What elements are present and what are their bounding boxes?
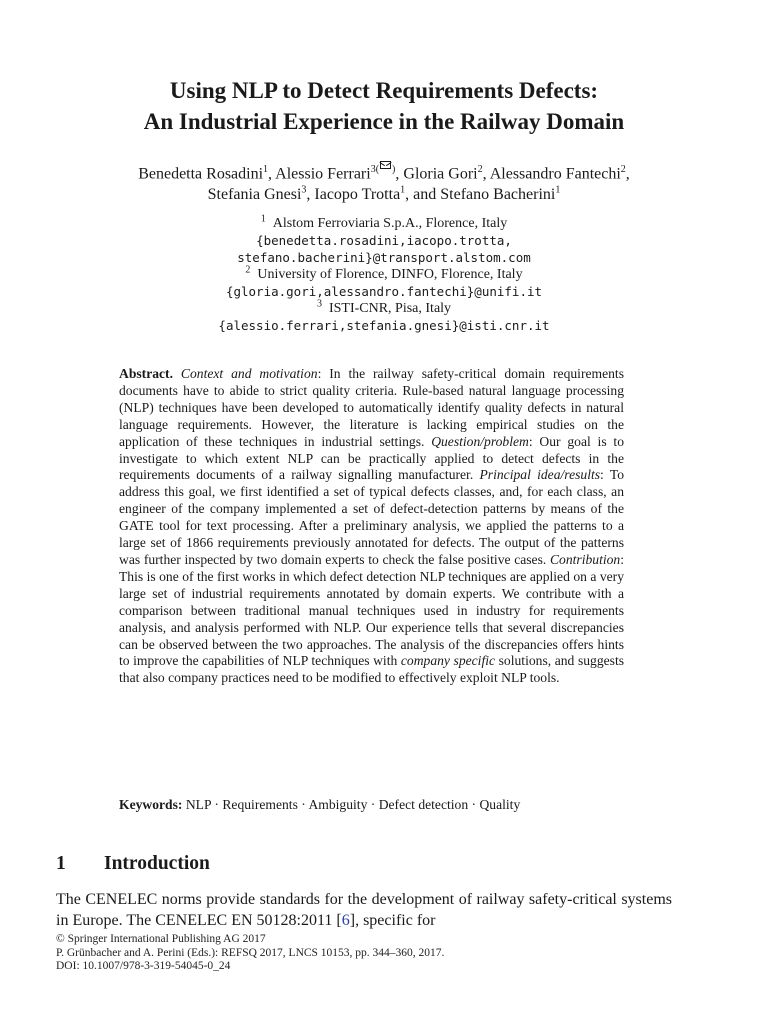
author-affiliation-mark: 1: [555, 185, 561, 196]
intro-paragraph: [56, 889, 672, 931]
editors-line: P. Grünbacher and A. Perini (Eds.): REFSQ 2017, LNCS 10153, pp. 344–360, 2017.: [56, 946, 445, 959]
paper-title: [0, 75, 768, 137]
author-line-2: [0, 184, 768, 205]
author-name: Benedetta Rosadini: [138, 165, 264, 183]
abstract-emphasis: company specific: [400, 653, 496, 669]
author-name: Gloria Gori: [403, 165, 478, 183]
keyword: NLP: [185, 797, 212, 812]
title-line-2: An Industrial Experience in the Railway Domain: [143, 109, 625, 134]
copyright-line: © Springer International Publishing AG 2017: [56, 933, 266, 945]
author-affiliation-mark: 1: [400, 185, 406, 196]
affiliation-name: $^2$ University of Florence, DINFO, Florence, Italy: [245, 264, 523, 282]
abstract-heading: Context and motivation: [180, 366, 318, 381]
affiliation-email[interactable]: stefano.bacherini}@transport.alstom.com: [237, 250, 531, 265]
author-list: [0, 161, 768, 205]
affiliation-email[interactable]: {gloria.gori,alessandro.fantechi}@unifi.it: [225, 284, 543, 299]
author-name: Iacopo Trotta: [314, 186, 401, 204]
intro-text: ], specific for: [349, 912, 436, 929]
section-number: 1: [56, 853, 66, 874]
author-separator: , and: [405, 186, 441, 204]
affiliation-name: $^3$ ISTI-CNR, Pisa, Italy: [316, 298, 452, 316]
author-affiliation-mark: 2: [620, 164, 626, 175]
abstract-heading: Question/problem: [431, 433, 529, 449]
abstract-label: Abstract.: [119, 366, 173, 381]
keyword: Ambiguity: [308, 797, 368, 812]
abstract-text: : In the railway safety-critical domain requirements documents have to abide to strict quality criteria. Rule-based natural language processing (NLP) techniques have been developed to automatically identify quality defects in natural language requirements. However, the literature is lacking empirical studies on the application of these techniques in industrial settings.: [119, 366, 624, 449]
abstract-heading: Contribution: [549, 551, 621, 567]
author-affiliation-mark: 1: [263, 164, 269, 175]
author-name: Alessandro Fantechi: [489, 165, 621, 183]
intro-text: The CENELEC norms provide standards for the development of railway safety-critical systems in Europe. The CENELEC EN 50128:2011 [: [56, 891, 672, 929]
author-affiliation-mark: 3: [301, 185, 307, 196]
keywords-label: Keywords:: [119, 797, 183, 812]
abstract-text: solutions, and suggests that also company practices need to be modified to effectively exploit NLP tools.: [119, 653, 625, 686]
keyword: Requirements: [222, 797, 298, 812]
affiliation-email[interactable]: {alessio.ferrari,stefania.gnesi}@isti.cnr.it: [218, 318, 550, 333]
citation-link[interactable]: 6: [341, 912, 350, 929]
abstract-text: : This is one of the first works in which defect detection NLP techniques are applied on a very large set of industrial requirements annotated by domain experts. We contribute with a comparison between traditional manual techniques used in industry for requirements analysis, and analysis performed with NLP. Our experience tells that several discrepancies can be observed between the two approaches. The analysis of the discrepancies offers hints to improve the capabilities of NLP techniques with: [119, 551, 624, 669]
abstract-text: : Our goal is to investigate to which extent NLP can be practically applied to detect defects in the requirements documents of a railway signalling manufacturer.: [119, 433, 624, 483]
publication-footer: [56, 933, 716, 974]
author-affiliation-mark: 2: [477, 164, 483, 175]
section-title: Introduction: [104, 853, 210, 874]
affiliation-list: [0, 215, 768, 334]
author-separator: ,: [395, 165, 404, 183]
affiliation-name: $^1$ Alstom Ferroviaria S.p.A., Florence, Italy: [260, 213, 508, 231]
author-name: Stefania Gnesi: [207, 186, 302, 204]
keyword: Defect detection: [378, 797, 469, 812]
author-affiliation-mark: 3( ): [371, 164, 396, 175]
abstract-text: : To address this goal, we first identified a set of typical defects classes, and, for each class, an engineer of the company implemented a set of defect-detection patterns by means of the GATE tool for text processing. After a preliminary analysis, we applied the patterns to a large set of 1866 requirements previously annotated for defects. The output of the patterns was further inspected by two domain experts to check the false positive cases.: [119, 467, 624, 567]
author-name: Stefano Bacherini: [440, 186, 556, 204]
keywords: Keywords: NLP · Requirements · Ambiguity · Defect detection · Quality: [119, 797, 521, 812]
section-heading: [56, 853, 716, 875]
envelope-icon: [380, 161, 391, 169]
abstract-heading: Principal idea/results: [479, 467, 601, 483]
author-line-1: Benedetta Rosadini$^1$, Alessio Ferrari$^{3( )}$, Gloria Gori$^2$, Alessandro Fantechi$^2$,: [0, 161, 768, 184]
title-line-1: Using NLP to Detect Requirements Defects:: [169, 78, 599, 103]
author-separator: ,: [482, 165, 490, 183]
keyword: Quality: [479, 797, 521, 812]
doi-line: DOI: 10.1007/978-3-319-54045-0_24: [56, 960, 231, 972]
author-separator: ,: [268, 165, 276, 183]
author-separator: ,: [306, 186, 315, 204]
abstract: [119, 366, 624, 687]
author-name: Alessio Ferrari: [275, 165, 371, 183]
affiliation-email[interactable]: {benedetta.rosadini,iacopo.trotta,: [256, 233, 512, 248]
